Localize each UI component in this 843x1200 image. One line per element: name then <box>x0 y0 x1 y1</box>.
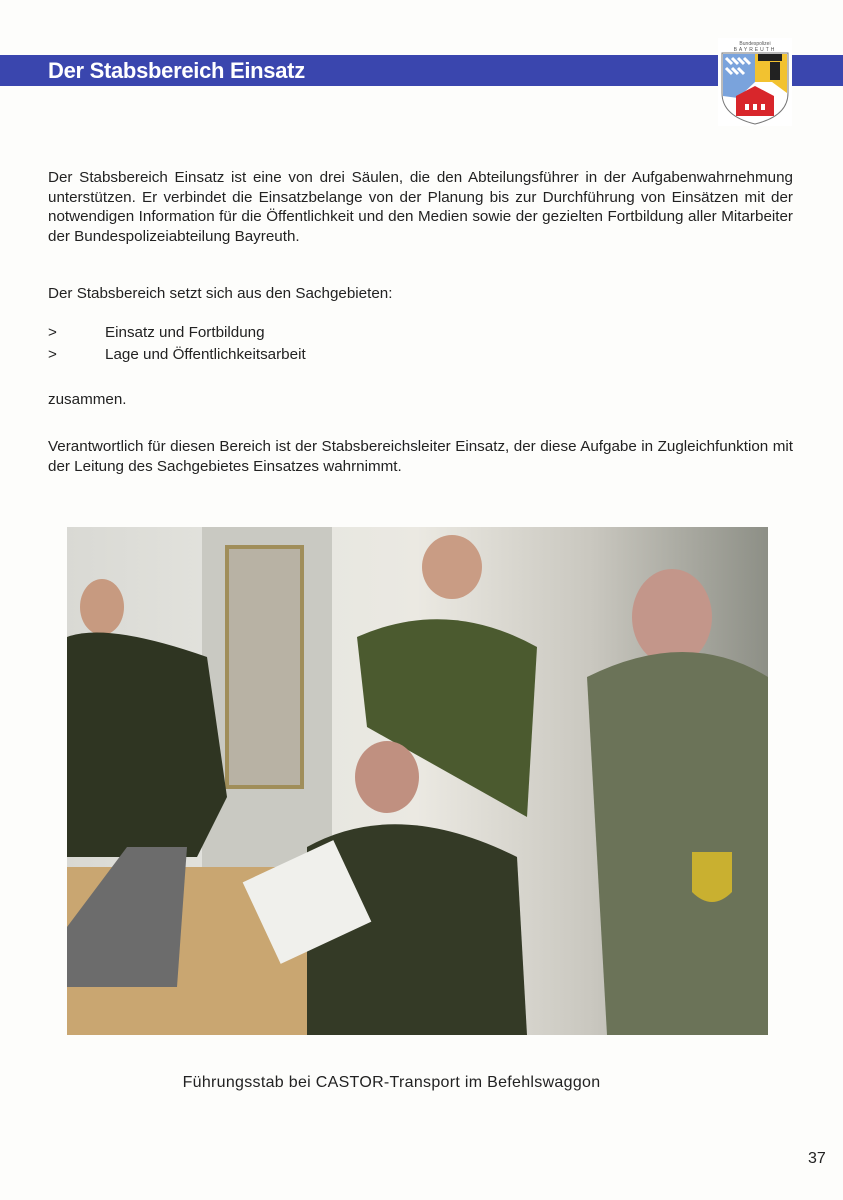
svg-text:Bundespolizei: Bundespolizei <box>739 41 771 47</box>
list-marker: > <box>48 324 57 341</box>
list-marker: > <box>48 346 57 363</box>
svg-text:BAYREUTH: BAYREUTH <box>733 47 777 53</box>
list-item-text: Einsatz und Fortbildung <box>105 324 265 341</box>
list-item <box>48 324 265 341</box>
intro-paragraph: Der Stabsbereich Einsatz ist eine von drei Säulen, die den Abteilungsführer in der Aufgabenwahrnehmung unterstützen. Er verbindet die Einsatzbelange von der Planung bis zur Durchführung von Einsätzen mit der notwendigen Information für die Öffentlichkeit und den Medien sowie der gezielten Fortbildung aller Mitarbeiter der Bundespolizeiabteilung Bayreuth. <box>48 169 793 245</box>
responsibility-paragraph: Verantwortlich für diesen Bereich ist der Stabsbereichsleiter Einsatz, der diese Aufgabe in Zugleichfunktion mit der Leitung des Sachgebietes Einsatzes wahrnimmt. <box>48 438 793 475</box>
page-title: Der Stabsbereich Einsatz <box>48 58 305 83</box>
bundespolizei-bayreuth-crest-logo <box>718 38 792 126</box>
sachgebiete-intro: Der Stabsbereich setzt sich aus den Sachgebieten: <box>48 285 393 302</box>
zusammen-text: zusammen. <box>48 391 127 408</box>
page-number: 37 <box>808 1150 826 1167</box>
list-item <box>48 346 306 363</box>
photo-caption: Führungsstab bei CASTOR-Transport im Befehlswaggon <box>182 1074 601 1091</box>
list-item-text: Lage und Öffentlichkeitsarbeit <box>105 346 306 363</box>
photo-command-staff <box>67 527 768 1035</box>
